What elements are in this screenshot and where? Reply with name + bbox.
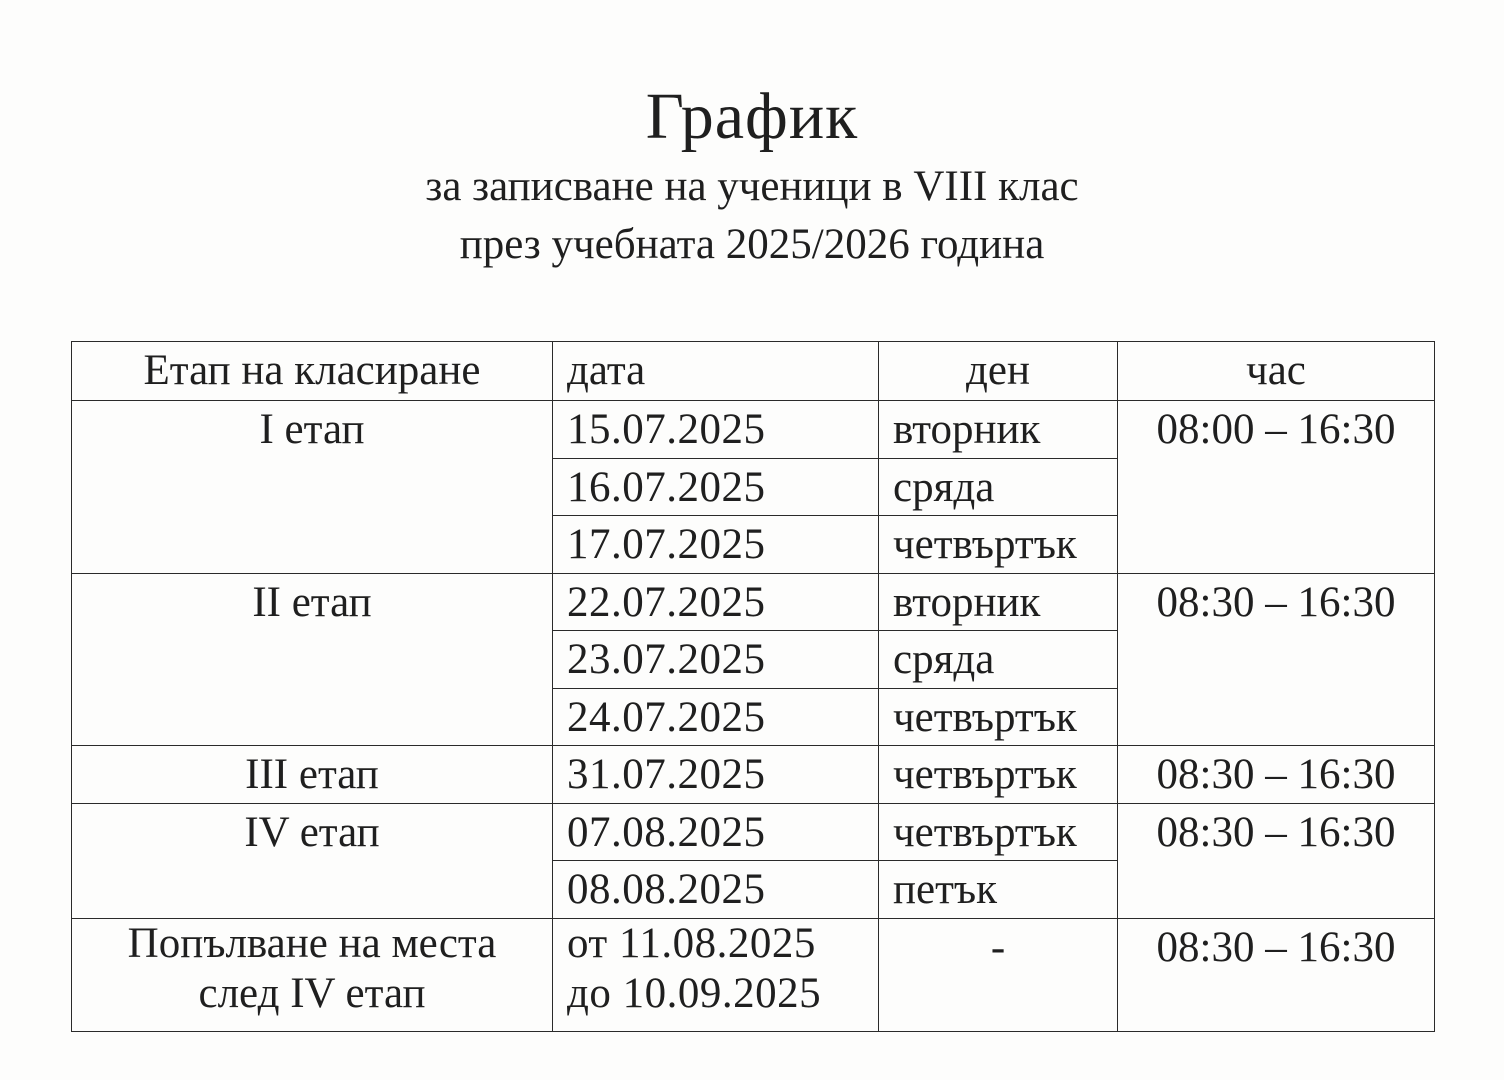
time-cell: 08:30 – 16:30 — [1118, 803, 1435, 918]
header-date: дата — [553, 342, 879, 401]
header-stage: Етап на класиране — [72, 342, 553, 401]
table-row — [72, 573, 1435, 631]
final-stage-name — [72, 918, 553, 1031]
final-date-range — [553, 918, 879, 1031]
table-row — [72, 746, 1435, 804]
final-date-to: до 10.09.2025 — [567, 969, 822, 1017]
day-cell: сряда — [879, 631, 1118, 689]
day-cell: четвъртък — [879, 688, 1118, 746]
time-cell: 08:30 – 16:30 — [1118, 746, 1435, 804]
stage-name: I етап — [72, 401, 553, 574]
header-day: ден — [879, 342, 1118, 401]
day-cell: четвъртък — [879, 516, 1118, 574]
time-cell: 08:00 – 16:30 — [1118, 401, 1435, 574]
final-date-from: от 11.08.2025 — [567, 919, 816, 967]
header-time: час — [1118, 342, 1435, 401]
final-time: 08:30 – 16:30 — [1118, 918, 1435, 1031]
day-cell: вторник — [879, 401, 1118, 459]
date-cell: 17.07.2025 — [553, 516, 879, 574]
table-row — [72, 401, 1435, 459]
day-cell: петък — [879, 861, 1118, 919]
final-stage-name-line2: след IV етап — [198, 969, 426, 1017]
date-cell: 16.07.2025 — [553, 458, 879, 516]
date-cell: 22.07.2025 — [553, 573, 879, 631]
date-cell: 23.07.2025 — [553, 631, 879, 689]
table-row — [72, 803, 1435, 861]
document-subtitle-line1: за записване на ученици в VIII клас — [425, 163, 1079, 210]
stage-name: II етап — [72, 573, 553, 746]
stage-name: III етап — [72, 746, 553, 804]
date-cell: 15.07.2025 — [553, 401, 879, 459]
day-cell: вторник — [879, 573, 1118, 631]
date-cell: 31.07.2025 — [553, 746, 879, 804]
final-day: - — [879, 918, 1118, 1031]
day-cell: четвъртък — [879, 803, 1118, 861]
date-cell: 07.08.2025 — [553, 803, 879, 861]
day-cell: четвъртък — [879, 746, 1118, 804]
day-cell: сряда — [879, 458, 1118, 516]
document-heading — [0, 78, 1504, 274]
document-subtitle-line2: през учебната 2025/2026 година — [459, 221, 1045, 268]
date-cell: 24.07.2025 — [553, 688, 879, 746]
time-cell: 08:30 – 16:30 — [1118, 573, 1435, 746]
table-header-row — [72, 342, 1435, 401]
stage-name: IV етап — [72, 803, 553, 918]
final-stage-name-line1: Попълване на места — [127, 919, 497, 967]
document-title: График — [645, 80, 859, 153]
schedule-table — [71, 341, 1435, 1032]
date-cell: 08.08.2025 — [553, 861, 879, 919]
table-row-final — [72, 918, 1435, 1031]
